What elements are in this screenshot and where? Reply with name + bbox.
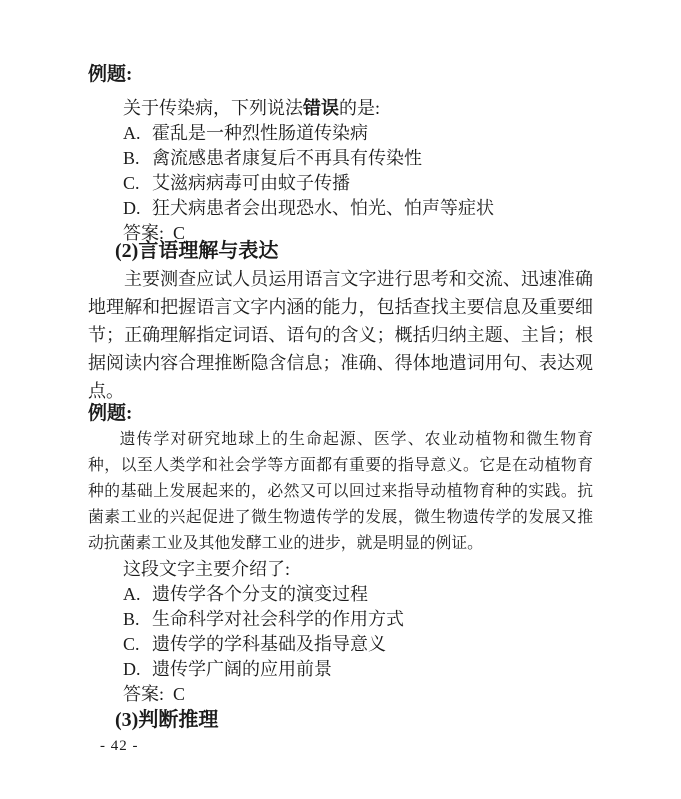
page-number: - 42 -: [100, 738, 139, 754]
option-label: B.: [123, 609, 140, 629]
example1-option-c: [123, 171, 593, 196]
example1-option-d: [123, 196, 593, 221]
example1-question-pre: 关于传染病，下列说法: [123, 98, 303, 118]
option-text: 狂犬病患者会出现恐水、怕光、怕声等症状: [152, 198, 494, 218]
option-text: 霍乱是一种烈性肠道传染病: [152, 123, 368, 143]
example1-heading: 例题:: [88, 64, 133, 85]
option-text: 遗传学的学科基础及指导意义: [152, 634, 386, 654]
example2-option-d: [123, 657, 593, 682]
option-label: D.: [123, 198, 141, 218]
answer-value: C: [173, 684, 186, 704]
example2-answer: [123, 682, 593, 706]
answer-label: 答案:: [123, 223, 165, 243]
example1-question-post: 的是:: [339, 98, 381, 118]
page-content: [88, 62, 593, 734]
answer-value: C: [173, 223, 186, 243]
option-text: 遗传学各个分支的演变过程: [152, 584, 368, 604]
example1-option-b: [123, 146, 593, 171]
section2-body: 主要测查应试人员运用语言文字进行思考和交流、迅速准确地理解和把握语言文字内涵的能力，包括查找主要信息及重要细节；正确理解指定词语、语句的含义；概括归纳主题、主旨；根据阅读内容合理推断隐含信息；准确、得体地遣词用句、表达观点。: [88, 269, 593, 401]
option-text: 遗传学广阔的应用前景: [152, 659, 332, 679]
example2-passage: 遗传学对研究地球上的生命起源、医学、农业动植物和微生物育种，以至人类学和社会学等方面都有重要的指导意义。它是在动植物育种的基础上发展起来的，必然又可以回过来指导动植物育种的实践。抗菌素工业的兴起促进了微生物遗传学的发展，微生物遗传学的发展又推动抗菌素工业及其他发酵工业的进步，就是明显的例证。: [88, 431, 593, 552]
option-label: A.: [123, 123, 141, 143]
option-text: 生命科学对社会科学的作用方式: [152, 609, 404, 629]
option-label: D.: [123, 659, 141, 679]
example2-option-a: [123, 582, 593, 607]
example1-option-a: [123, 121, 593, 146]
section2-heading: (2)言语理解与表达: [115, 240, 279, 262]
example2-question: 这段文字主要介绍了:: [123, 559, 291, 579]
example2-option-c: [123, 632, 593, 657]
option-label: B.: [123, 148, 140, 168]
example1-question: [123, 96, 593, 121]
option-label: C.: [123, 173, 140, 193]
option-text: 艾滋病病毒可由蚊子传播: [152, 173, 350, 193]
section3-heading: (3)判断推理: [115, 709, 219, 731]
example2-heading: 例题:: [88, 403, 133, 424]
example2-option-b: [123, 607, 593, 632]
example1-question-bold: 错误: [303, 98, 339, 118]
option-label: C.: [123, 634, 140, 654]
answer-label: 答案:: [123, 684, 165, 704]
option-label: A.: [123, 584, 141, 604]
option-text: 禽流感患者康复后不再具有传染性: [152, 148, 422, 168]
